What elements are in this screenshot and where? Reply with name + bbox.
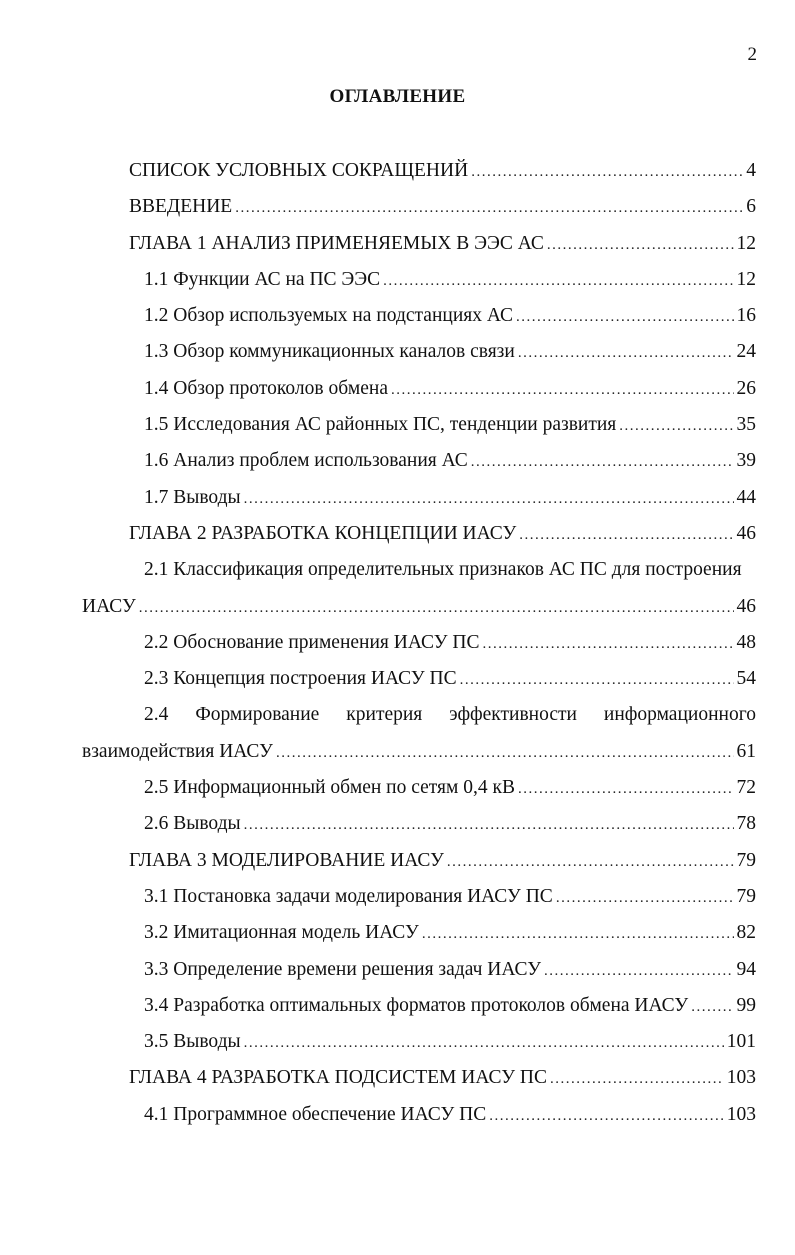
toc-entry-text: 1.6 Анализ проблем использования АС bbox=[144, 450, 468, 472]
toc-entry-text: 1.2 Обзор используемых на подстанциях АС bbox=[144, 305, 513, 327]
toc-entry-page: 6 bbox=[746, 196, 756, 218]
toc-entry-chapter-3[interactable] bbox=[82, 843, 756, 879]
toc-entry-page: 94 bbox=[736, 958, 756, 980]
toc-entry-page: 46 bbox=[736, 595, 756, 617]
dot-leader bbox=[489, 1098, 723, 1134]
toc-entry-section-2-4[interactable] bbox=[82, 697, 756, 770]
toc-entry-page: 78 bbox=[736, 813, 756, 835]
page-title: ОГЛАВЛЕНИЕ bbox=[329, 86, 466, 107]
dot-leader bbox=[276, 735, 734, 771]
dot-leader bbox=[482, 626, 733, 662]
toc-entry-page: 46 bbox=[736, 522, 756, 544]
toc-entry-introduction[interactable] bbox=[82, 189, 756, 225]
dot-leader bbox=[383, 263, 733, 299]
toc-entry-section-1-7[interactable] bbox=[82, 480, 756, 516]
toc-entry-section-1-1[interactable] bbox=[82, 262, 756, 298]
toc-entry-text: 3.5 Выводы bbox=[144, 1031, 241, 1053]
toc-entry-text: 3.2 Имитационная модель ИАСУ bbox=[144, 922, 419, 944]
toc-entry-text: СПИСОК УСЛОВНЫХ СОКРАЩЕНИЙ bbox=[129, 160, 469, 181]
dot-leader bbox=[547, 227, 734, 263]
dot-leader bbox=[550, 1061, 724, 1097]
toc-entry-page: 44 bbox=[736, 486, 756, 508]
dot-leader bbox=[556, 880, 734, 916]
toc-entry-section-3-5[interactable] bbox=[82, 1024, 756, 1060]
toc-entry-text-line-1 bbox=[82, 697, 756, 733]
toc-entry-text: 2.5 Информационный обмен по сетям 0,4 кВ bbox=[144, 777, 515, 799]
toc-entry-text: 1.4 Обзор протоколов обмена bbox=[144, 377, 389, 399]
dot-leader bbox=[244, 807, 734, 843]
toc-entry-text: ГЛАВА 2 РАЗРАБОТКА КОНЦЕПЦИИ ИАСУ bbox=[129, 522, 517, 544]
toc-entry-text: ВВЕДЕНИЕ bbox=[129, 196, 233, 218]
dot-leader bbox=[244, 1025, 724, 1061]
dot-leader bbox=[235, 190, 743, 226]
toc-entry-section-3-1[interactable] bbox=[82, 879, 756, 915]
dot-leader bbox=[544, 953, 733, 989]
toc-entry-section-2-1[interactable] bbox=[82, 552, 756, 625]
toc-entry-section-1-5[interactable] bbox=[82, 407, 756, 443]
toc-entry-page: 12 bbox=[736, 232, 756, 254]
toc-entry-text: 1.5 Исследования АС районных ПС, тенденции развития bbox=[144, 414, 617, 436]
toc-entry-abbreviations[interactable] bbox=[82, 153, 756, 189]
toc-entry-section-1-6[interactable] bbox=[82, 443, 756, 479]
dot-leader bbox=[422, 916, 734, 952]
toc-entry-text: ГЛАВА 1 АНАЛИЗ ПРИМЕНЯЕМЫХ В ЭЭС АС bbox=[129, 232, 544, 254]
dot-leader bbox=[471, 154, 743, 190]
toc-entry-text-line-1: 2.1 Классификация определительных признаков АС ПС для построения bbox=[144, 559, 742, 581]
toc-entry-section-1-3[interactable] bbox=[82, 334, 756, 370]
word: эффективности bbox=[449, 704, 577, 726]
dot-leader bbox=[519, 517, 733, 553]
toc-entry-page: 4 bbox=[746, 160, 756, 181]
toc-entry-page: 79 bbox=[736, 849, 756, 871]
toc-entry-text-line-2: взаимодействия ИАСУ bbox=[82, 740, 273, 762]
toc-entry-chapter-2[interactable] bbox=[82, 516, 756, 552]
dot-leader bbox=[691, 989, 733, 1025]
toc-entry-page: 26 bbox=[736, 377, 756, 399]
toc-entry-page: 48 bbox=[736, 631, 756, 653]
toc-entry-page: 79 bbox=[736, 885, 756, 907]
toc-entry-section-4-1[interactable] bbox=[82, 1097, 756, 1133]
toc-entry-section-2-2[interactable] bbox=[82, 625, 756, 661]
toc-entry-page: 16 bbox=[736, 305, 756, 327]
toc-entry-text: ГЛАВА 4 РАЗРАБОТКА ПОДСИСТЕМ ИАСУ ПС bbox=[129, 1067, 547, 1089]
toc-entry-section-2-6[interactable] bbox=[82, 806, 756, 842]
toc-entry-chapter-1[interactable] bbox=[82, 226, 756, 262]
toc-entry-section-3-4[interactable] bbox=[82, 988, 756, 1024]
dot-leader bbox=[518, 771, 734, 807]
toc-entry-chapter-4[interactable] bbox=[82, 1060, 756, 1096]
toc-entry-text: 1.7 Выводы bbox=[144, 486, 241, 508]
toc-entry-text: ГЛАВА 3 МОДЕЛИРОВАНИЕ ИАСУ bbox=[129, 849, 444, 871]
dot-leader bbox=[471, 444, 734, 480]
toc-entry-section-2-5[interactable] bbox=[82, 770, 756, 806]
dot-leader bbox=[460, 662, 734, 698]
toc-entry-text: 3.4 Разработка оптимальных форматов протоколов обмена ИАСУ bbox=[144, 994, 689, 1016]
toc-entry-page: 12 bbox=[736, 268, 756, 290]
dot-leader bbox=[516, 299, 734, 335]
word: информационного bbox=[603, 704, 756, 726]
toc-entry-page: 101 bbox=[726, 1031, 756, 1053]
toc-entry-text: 4.1 Программное обеспечение ИАСУ ПС bbox=[144, 1103, 487, 1125]
dot-leader bbox=[391, 372, 733, 408]
toc-entry-text: 3.1 Постановка задачи моделирования ИАСУ ПС bbox=[144, 885, 553, 907]
toc-entry-section-1-2[interactable] bbox=[82, 298, 756, 334]
dot-leader bbox=[139, 590, 734, 626]
toc-entry-page: 61 bbox=[736, 740, 756, 762]
toc-entry-text: 1.3 Обзор коммуникационных каналов связи bbox=[144, 341, 515, 363]
toc-entry-section-2-3[interactable] bbox=[82, 661, 756, 697]
dot-leader bbox=[619, 408, 733, 444]
table-of-contents bbox=[82, 153, 756, 1133]
dot-leader bbox=[244, 481, 734, 517]
word: Формирование bbox=[195, 704, 320, 726]
word: 2.4 bbox=[144, 704, 169, 726]
toc-entry-page: 72 bbox=[736, 777, 756, 799]
toc-entry-text-line-2: ИАСУ bbox=[82, 595, 136, 617]
toc-entry-text: 2.2 Обоснование применения ИАСУ ПС bbox=[144, 631, 480, 653]
page-number: 2 bbox=[747, 44, 757, 65]
dot-leader bbox=[447, 844, 734, 880]
toc-entry-page: 103 bbox=[726, 1067, 756, 1089]
toc-entry-section-3-3[interactable] bbox=[82, 952, 756, 988]
toc-entry-page: 82 bbox=[736, 922, 756, 944]
toc-entry-page: 103 bbox=[726, 1103, 756, 1125]
toc-entry-section-3-2[interactable] bbox=[82, 915, 756, 951]
toc-entry-text: 1.1 Функции АС на ПС ЭЭС bbox=[144, 268, 381, 290]
dot-leader bbox=[518, 335, 734, 371]
word: критерия bbox=[346, 704, 423, 726]
toc-entry-page: 24 bbox=[736, 341, 756, 363]
toc-entry-page: 39 bbox=[736, 450, 756, 472]
toc-entry-page: 35 bbox=[736, 414, 756, 436]
toc-entry-text: 3.3 Определение времени решения задач ИАСУ bbox=[144, 958, 542, 980]
toc-entry-text: 2.3 Концепция построения ИАСУ ПС bbox=[144, 668, 457, 690]
toc-entry-page: 99 bbox=[736, 994, 756, 1016]
toc-entry-section-1-4[interactable] bbox=[82, 371, 756, 407]
toc-entry-page: 54 bbox=[736, 668, 756, 690]
toc-entry-text: 2.6 Выводы bbox=[144, 813, 241, 835]
